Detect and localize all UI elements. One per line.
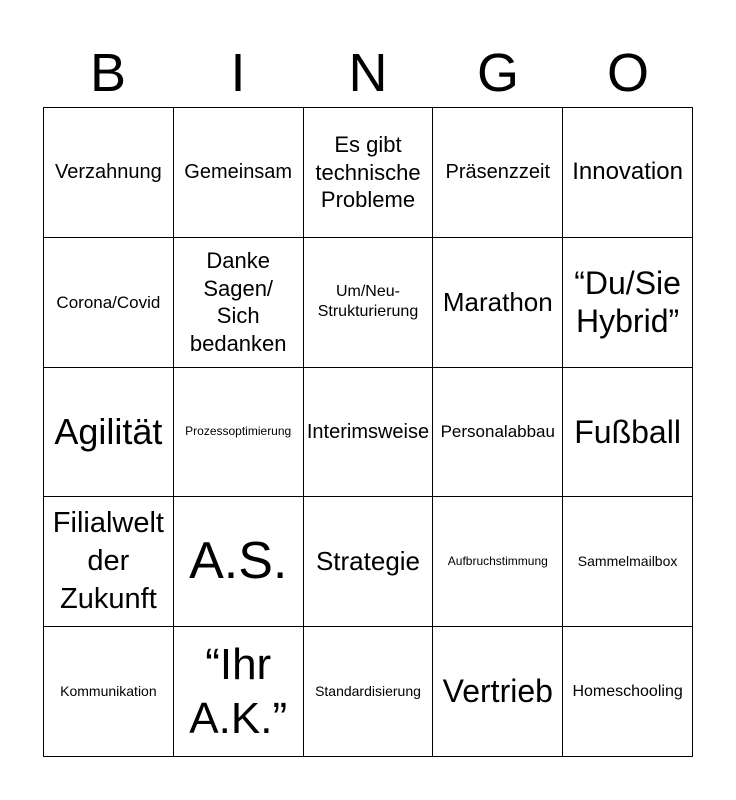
- header-letter-i: I: [230, 43, 246, 103]
- bingo-cell[interactable]: Vertrieb: [433, 627, 563, 757]
- header-letter-b: B: [89, 43, 127, 103]
- bingo-cell[interactable]: Es gibt technische Probleme: [304, 108, 434, 238]
- bingo-cell[interactable]: “Ihr A.K.”: [174, 627, 304, 757]
- header-letter-g: G: [476, 43, 519, 103]
- bingo-cell[interactable]: Filialwelt der Zukunft: [44, 497, 174, 627]
- bingo-cell[interactable]: Interimsweise: [304, 368, 434, 498]
- header-letter-o: O: [606, 43, 649, 103]
- bingo-cell[interactable]: Agilität: [44, 368, 174, 498]
- bingo-header: [43, 40, 693, 106]
- header-letter-n: N: [348, 43, 388, 103]
- bingo-cell[interactable]: Kommunikation: [44, 627, 174, 757]
- bingo-cell[interactable]: Strategie: [304, 497, 434, 627]
- bingo-cell[interactable]: Sammelmailbox: [563, 497, 693, 627]
- bingo-cell[interactable]: Gemeinsam: [174, 108, 304, 238]
- bingo-cell[interactable]: Homeschooling: [563, 627, 693, 757]
- bingo-cell[interactable]: Innovation: [563, 108, 693, 238]
- bingo-cell[interactable]: Corona/Covid: [44, 238, 174, 368]
- bingo-cell[interactable]: Personalabbau: [433, 368, 563, 498]
- bingo-cell[interactable]: “Du/Sie Hybrid”: [563, 238, 693, 368]
- bingo-board: [43, 107, 693, 757]
- bingo-cell[interactable]: Präsenzzeit: [433, 108, 563, 238]
- bingo-cell[interactable]: Danke Sagen/ Sich bedanken: [174, 238, 304, 368]
- bingo-cell[interactable]: Marathon: [433, 238, 563, 368]
- bingo-cell[interactable]: A.S.: [174, 497, 304, 627]
- bingo-cell[interactable]: Aufbruchstimmung: [433, 497, 563, 627]
- bingo-cell[interactable]: Verzahnung: [44, 108, 174, 238]
- bingo-cell[interactable]: Fußball: [563, 368, 693, 498]
- bingo-cell[interactable]: Standardisierung: [304, 627, 434, 757]
- bingo-cell[interactable]: Prozessoptimierung: [174, 368, 304, 498]
- bingo-cell[interactable]: Um/Neu- Strukturierung: [304, 238, 434, 368]
